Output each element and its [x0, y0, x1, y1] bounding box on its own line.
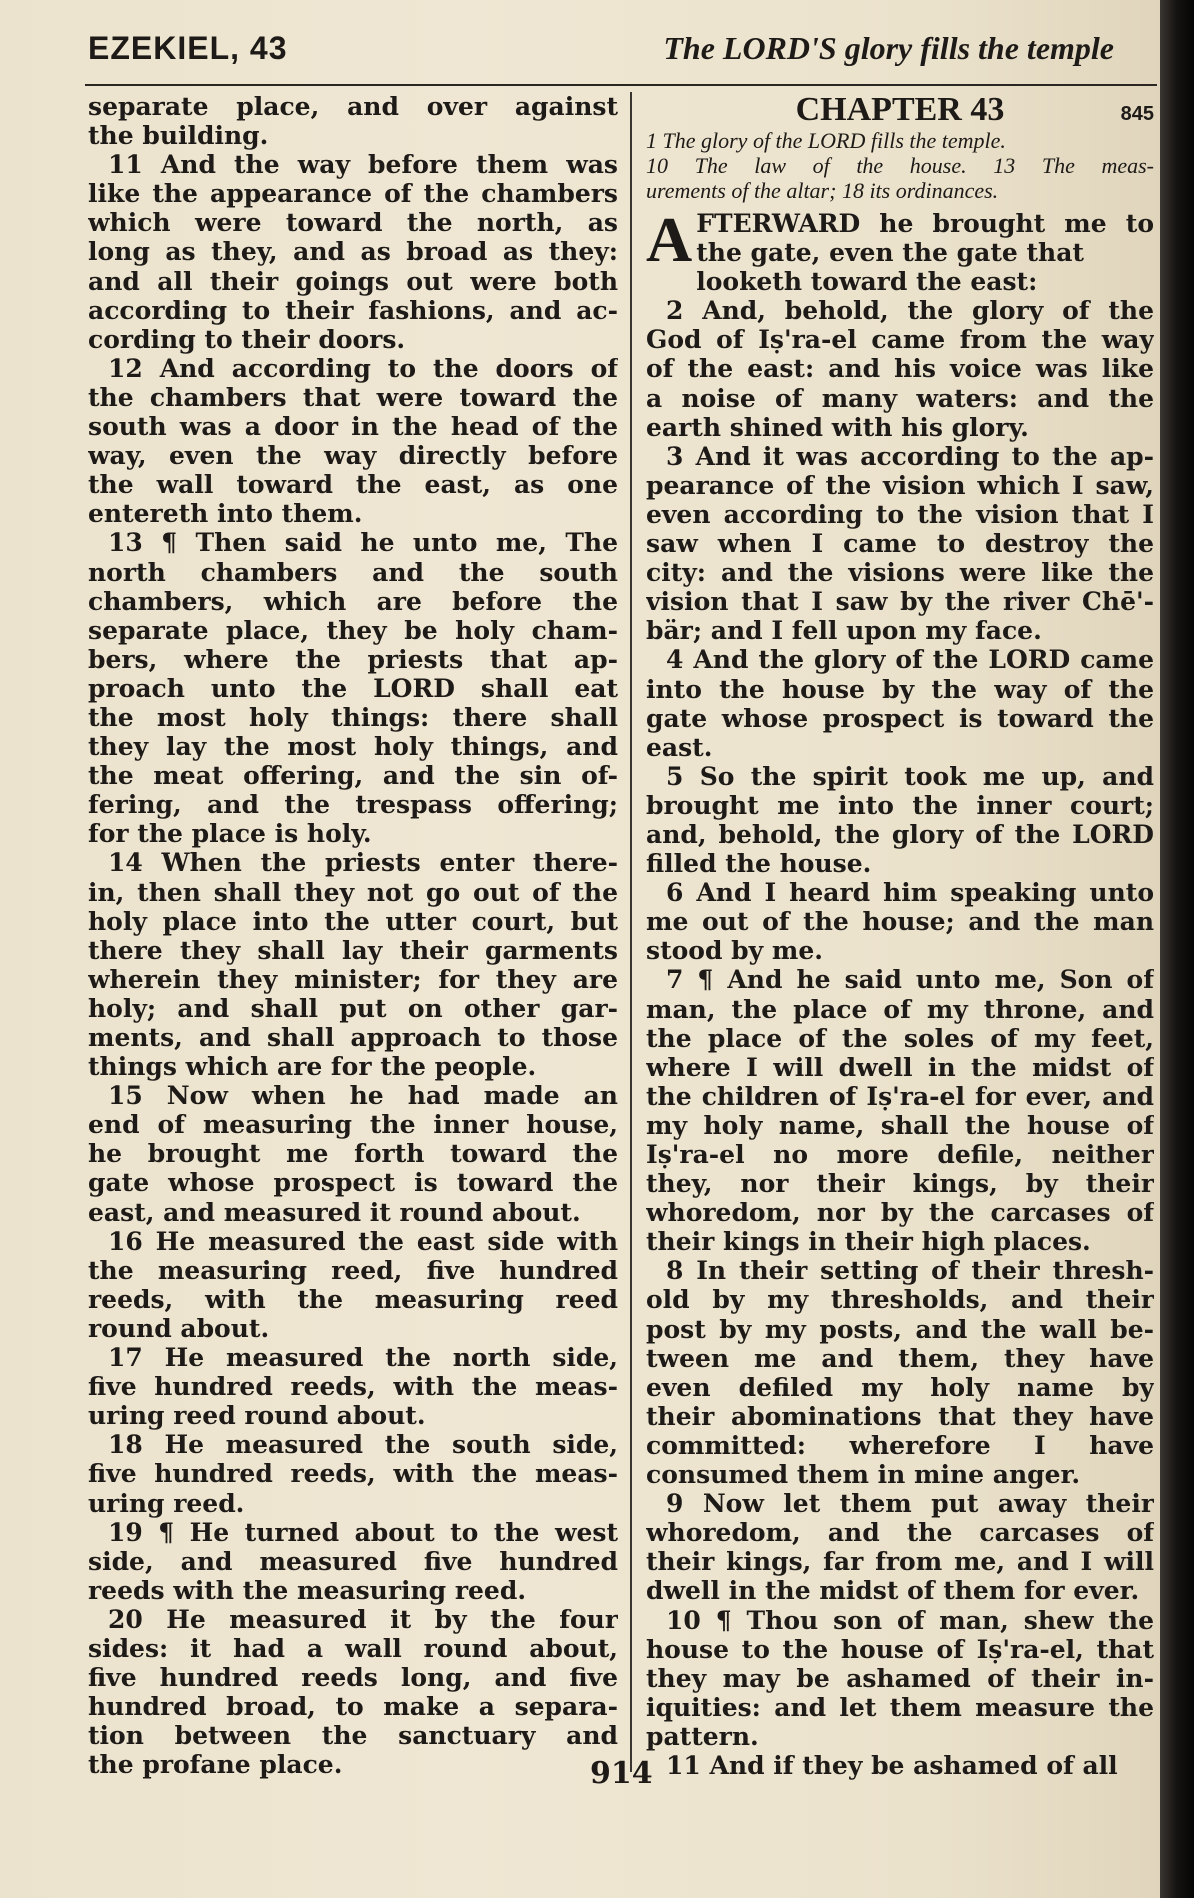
text-line: 20 He measured it by the four: [108, 1604, 618, 1634]
text-line: for the place is holy.: [88, 819, 372, 849]
text-line: FTERWARD he brought me to: [696, 209, 1154, 238]
text-line: house to the house of Iṣ'ra-el, that: [646, 1634, 1154, 1664]
text-line: entereth into them.: [88, 499, 363, 529]
text-line: which were toward the north, as: [88, 208, 618, 238]
text-line: proach unto the LORD shall eat: [88, 673, 618, 703]
text-line: consumed them in mine anger.: [646, 1460, 1081, 1490]
running-head-title: The LORD'S glory fills the temple: [663, 30, 1114, 66]
text-line: and all their goings out were both: [88, 266, 618, 296]
text-line: wherein they minister; for they are: [88, 964, 618, 994]
text-line: the building.: [88, 121, 269, 151]
text-line: five hundred reeds, with the meas-: [88, 1372, 618, 1402]
text-line: separate place, and over against: [88, 92, 618, 121]
text-line: earth shined with his glory.: [646, 412, 1029, 442]
drop-cap: A: [646, 204, 693, 275]
text-line: holy place into the utter court, but: [88, 906, 618, 936]
text-line: brought me into the inner court;: [646, 790, 1154, 820]
text-line: 10 The law of the house. 13 The meas-: [646, 153, 1154, 178]
text-line: in, then shall they not go out of the: [88, 877, 618, 907]
text-line: Iṣ'ra-el no more defile, neither: [646, 1140, 1154, 1169]
text-line: 3 And it was according to the ap-: [666, 441, 1154, 471]
text-line: the measuring reed, five hundred: [88, 1255, 618, 1285]
text-line: 18 He measured the south side,: [108, 1430, 618, 1460]
text-line: hundred broad, to make a separa-: [88, 1692, 618, 1722]
text-line: saw when I came to destroy the: [646, 529, 1154, 559]
text-line: filled the house.: [646, 849, 872, 879]
text-line: bers, where the priests that ap-: [88, 644, 618, 674]
running-head-book: EZEKIEL, 43: [88, 30, 288, 66]
text-line: he brought me forth toward the: [88, 1139, 618, 1169]
text-line: uring reed.: [88, 1488, 245, 1518]
text-line: 17 He measured the north side,: [108, 1343, 618, 1373]
chapter-title: CHAPTER 43: [795, 91, 1005, 128]
text-line: man, the place of my throne, and: [646, 994, 1154, 1024]
text-line: 9 Now let them put away their: [666, 1489, 1154, 1519]
text-line: cording to their doors.: [88, 324, 406, 354]
text-line: 5 So the spirit took me up, and: [666, 761, 1154, 791]
text-line: east, and measured it round about.: [88, 1197, 581, 1227]
text-line: dwell in the midst of them for ever.: [646, 1576, 1140, 1606]
text-line: 12 And according to the doors of: [108, 353, 618, 383]
text-line: stood by me.: [646, 936, 823, 966]
text-line: tion between the sanctuary and: [88, 1721, 618, 1751]
text-line: bär; and I fell upon my face.: [646, 616, 1042, 646]
text-line: five hundred reeds long, and five: [88, 1663, 618, 1693]
text-line: 8 In their setting of their thresh-: [666, 1256, 1154, 1286]
text-line: of the east: and his voice was like: [646, 354, 1154, 384]
book-spine-shadow: [1160, 0, 1194, 1898]
text-line: 4 And the glory of the LORD came: [666, 645, 1154, 675]
text-line: separate place, they be holy cham-: [88, 615, 618, 645]
text-line: the meat offering, and the sin of-: [88, 761, 618, 791]
text-line: 15 Now when he had made an: [108, 1081, 618, 1111]
text-line: they may be ashamed of their in-: [646, 1663, 1154, 1693]
text-line: old by my thresholds, and their: [646, 1285, 1154, 1315]
text-line: even defiled my holy name by: [646, 1372, 1154, 1402]
text-line: city: and the visions were like the: [646, 558, 1154, 588]
text-line: even according to the vision that I: [646, 499, 1154, 529]
text-line: and, behold, the glory of the LORD: [646, 819, 1154, 849]
text-line: 2 And, behold, the glory of the: [666, 296, 1154, 326]
text-line: 11 And if they be ashamed of all: [666, 1750, 1118, 1780]
chapter-summary: [646, 128, 1154, 209]
text-line: ments, and shall approach to those: [88, 1023, 618, 1052]
text-line: 10 ¶ Thou son of man, shew the: [666, 1605, 1154, 1635]
text-line: according to their fashions, and ac-: [88, 295, 618, 325]
text-line: iquities: and let them measure the: [646, 1692, 1154, 1722]
text-line: south was a door in the head of the: [88, 412, 618, 442]
text-line: whoredom, nor by the carcases of: [646, 1198, 1154, 1228]
chapter-heading: [646, 92, 1154, 128]
chapter-opening: [646, 204, 1154, 275]
text-line: like the appearance of the chambers: [88, 179, 618, 209]
text-line: into the house by the way of the: [646, 674, 1154, 704]
text-line: long as they, and as broad as they:: [88, 237, 618, 267]
text-line: uring reed round about.: [88, 1401, 426, 1431]
text-line: urements of the altar; 18 its ordinances.: [646, 178, 999, 203]
text-line: their kings, far from me, and I will: [646, 1547, 1154, 1577]
text-line: tween me and them, they have: [646, 1343, 1154, 1373]
text-line: 7 ¶ And he said unto me, Son of: [666, 965, 1154, 995]
text-line: whoredom, and the carcases of: [646, 1518, 1154, 1548]
text-line: sides: it had a wall round about,: [88, 1633, 618, 1663]
text-line: the gate, even the gate that: [696, 238, 1084, 268]
text-line: they lay the most holy things, and: [88, 732, 618, 762]
text-line: east.: [646, 732, 713, 762]
text-line: holy; and shall put on other gar-: [88, 993, 618, 1023]
right-column: [646, 92, 1154, 1780]
text-line: the chambers that were toward the: [88, 382, 618, 412]
text-line: my holy name, shall the house of: [646, 1110, 1154, 1140]
text-line: way, even the way directly before: [88, 441, 618, 471]
text-line: 16 He measured the east side with: [108, 1226, 618, 1256]
text-line: 6 And I heard him speaking unto: [666, 878, 1154, 908]
header-rule: [85, 84, 1157, 86]
text-line: a noise of many waters: and the: [646, 383, 1154, 413]
text-line: the profane place.: [88, 1750, 343, 1780]
text-line: their abominations that they have: [646, 1401, 1154, 1431]
text-line: there they shall lay their garments: [88, 935, 618, 965]
left-column: [88, 92, 618, 1779]
text-line: pattern.: [646, 1721, 759, 1751]
text-line: gate whose prospect is toward the: [88, 1168, 618, 1198]
text-line: they, nor their kings, by their: [646, 1169, 1154, 1199]
text-line: end of measuring the inner house,: [88, 1110, 618, 1140]
text-line: things which are for the people.: [88, 1052, 537, 1082]
text-line: pearance of the vision which I saw,: [646, 470, 1154, 500]
text-line: committed: wherefore I have: [646, 1430, 1154, 1460]
chapter-marker: 845: [1120, 103, 1154, 125]
text-line: vision that I saw by the river Chē'-: [646, 587, 1154, 617]
text-line: north chambers and the south: [88, 557, 618, 587]
text-line: 14 When the priests enter there-: [108, 848, 618, 878]
text-line: 1 The glory of the LORD fills the temple.: [646, 128, 1006, 153]
text-line: 13 ¶ Then said he unto me, The: [108, 528, 618, 558]
text-line: chambers, which are before the: [88, 586, 618, 616]
text-line: side, and measured five hundred: [88, 1546, 618, 1576]
text-line: post by my posts, and the wall be-: [646, 1314, 1154, 1344]
text-line: reeds, with the measuring reed: [88, 1284, 618, 1314]
text-line: the children of Iṣ'ra-el for ever, and: [646, 1081, 1154, 1111]
text-line: God of Iṣ'ra-el came from the way: [646, 325, 1154, 355]
text-line: the wall toward the east, as one: [88, 470, 618, 500]
text-line: fering, and the trespass offering;: [88, 790, 618, 820]
text-line: where I will dwell in the midst of: [646, 1052, 1154, 1082]
text-line: reeds with the measuring reed.: [88, 1575, 527, 1605]
page-number: 914: [590, 1756, 653, 1791]
text-line: gate whose prospect is toward the: [646, 703, 1154, 733]
text-line: the place of the soles of my feet,: [646, 1023, 1154, 1053]
text-line: me out of the house; and the man: [646, 907, 1154, 937]
text-line: looketh toward the east:: [696, 267, 1038, 297]
text-line: the most holy things: there shall: [88, 702, 618, 732]
text-line: five hundred reeds, with the meas-: [88, 1459, 618, 1489]
text-line: 11 And the way before them was: [108, 150, 618, 180]
text-line: round about.: [88, 1313, 270, 1343]
text-line: their kings in their high places.: [646, 1227, 1091, 1257]
column-divider: [630, 92, 632, 1772]
text-line: 19 ¶ He turned about to the west: [108, 1517, 618, 1547]
